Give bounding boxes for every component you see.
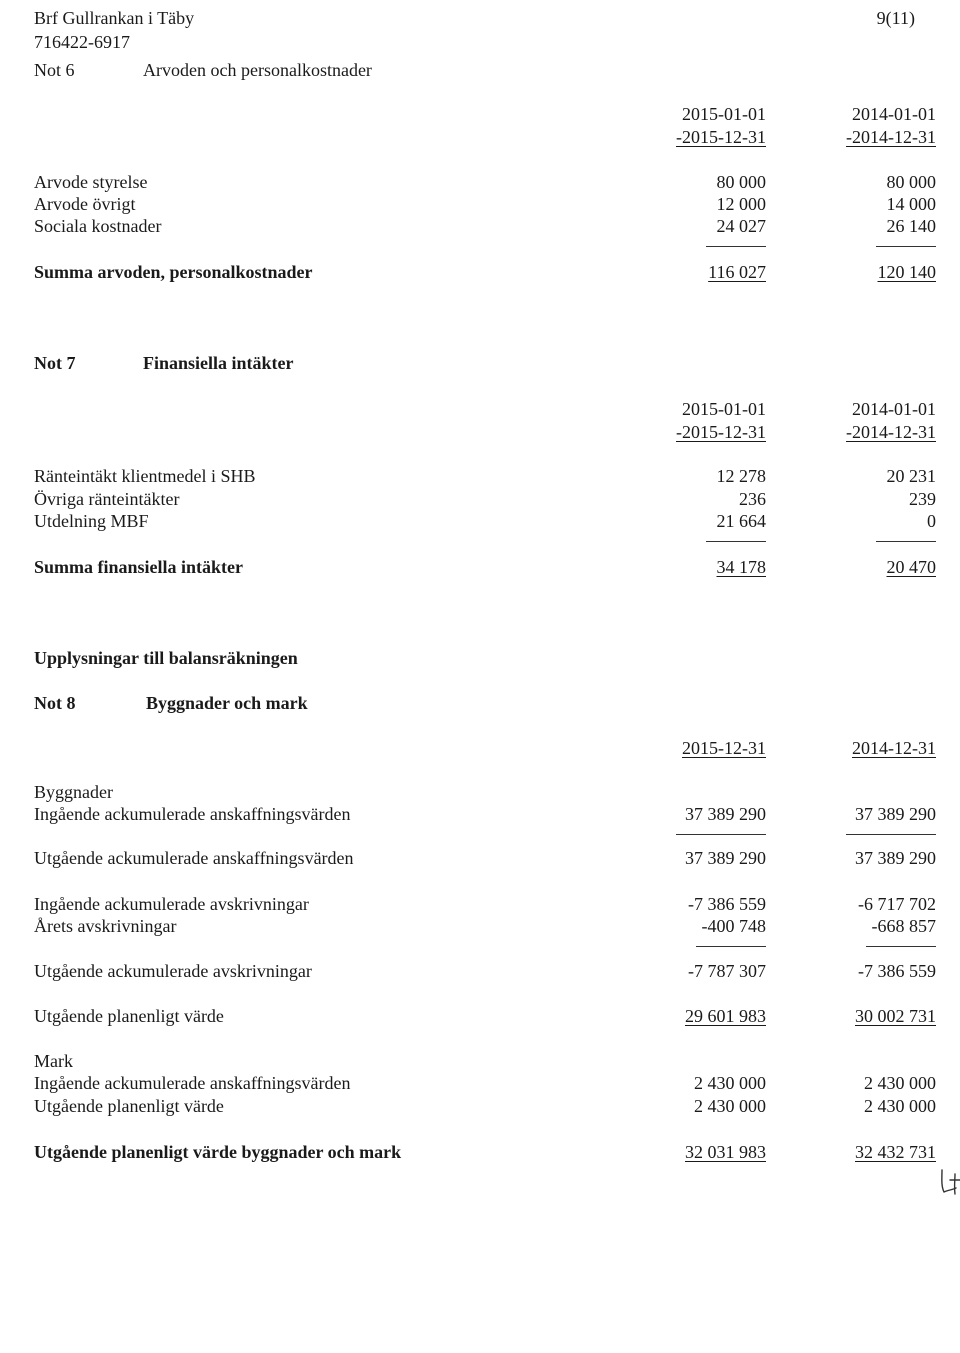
sum-rule [706,246,766,247]
note8-col2-date: 2014-12-31 [852,738,936,758]
note7-row-value-2014: 239 [909,489,936,509]
ing-ansk-2015: 37 389 290 [685,804,766,824]
utg-ansk-label: Utgående ackumulerade anskaffningsvärden [34,848,354,868]
note7-col2-period-end: -2014-12-31 [846,422,936,442]
note6-col1-period-end: -2015-12-31 [676,127,766,147]
note8-col1-date: 2015-12-31 [682,738,766,758]
arets-avskr-label: Årets avskrivningar [34,916,177,936]
note6-row-value-2015: 80 000 [716,172,766,192]
note7-row-value-2015: 12 278 [716,466,766,486]
note6-row-label: Arvode övrigt [34,194,136,214]
note8-label: Not 8 [34,693,76,713]
org-number: 716422-6917 [34,32,130,52]
utg-plan-label: Utgående planenligt värde [34,1006,224,1026]
mark-ing-ansk-label: Ingående ackumulerade anskaffningsvärden [34,1073,351,1093]
mark-utg-plan-2015: 2 430 000 [694,1096,766,1116]
note7-col1-period-end: -2015-12-31 [676,422,766,442]
sum-rule [696,946,766,947]
note6-total-2014: 120 140 [877,262,936,282]
utg-avskr-2014: -7 386 559 [858,961,936,981]
sum-rule [876,246,936,247]
note6-label: Not 6 [34,60,75,80]
note6-row-value-2014: 14 000 [886,194,936,214]
utg-avskr-2015: -7 787 307 [688,961,766,981]
note7-row-value-2014: 0 [927,511,936,531]
note6-col1-period-start: 2015-01-01 [682,104,766,124]
note7-row-value-2014: 20 231 [886,466,936,486]
sum-rule [876,541,936,542]
note7-total-label: Summa finansiella intäkter [34,557,244,577]
note8-total-2015: 32 031 983 [685,1142,766,1162]
utg-avskr-label: Utgående ackumulerade avskrivningar [34,961,312,981]
note8-total-label: Utgående planenligt värde byggnader och mark [34,1142,402,1162]
page-number: 9(11) [876,8,915,28]
note6-row-value-2014: 80 000 [886,172,936,192]
note7-row-label: Ränteintäkt klientmedel i SHB [34,466,256,486]
utg-ansk-2014: 37 389 290 [855,848,936,868]
ing-ansk-2014: 37 389 290 [855,804,936,824]
note8-title: Byggnader och mark [146,693,308,713]
sum-rule [676,834,766,835]
note7-row-label: Utdelning MBF [34,511,149,531]
note6-row-label: Sociala kostnader [34,216,162,236]
utg-plan-2015: 29 601 983 [685,1006,766,1026]
note8-total-2014: 32 432 731 [855,1142,936,1162]
note6-row-value-2014: 26 140 [886,216,936,236]
note7-total-2014: 20 470 [886,557,936,577]
mark-heading: Mark [34,1051,73,1071]
note7-col2-period-start: 2014-01-01 [852,399,936,419]
note6-total-label: Summa arvoden, personalkostnader [34,262,313,282]
note6-row-value-2015: 24 027 [716,216,766,236]
mark-utg-plan-2014: 2 430 000 [864,1096,936,1116]
utg-ansk-2015: 37 389 290 [685,848,766,868]
sum-rule [706,541,766,542]
sum-rule [846,834,936,835]
note7-row-value-2015: 21 664 [716,511,766,531]
arets-avskr-2014: -668 857 [871,916,936,936]
byggnader-heading: Byggnader [34,782,113,802]
note7-label: Not 7 [34,353,76,373]
utg-plan-2014: 30 002 731 [855,1006,936,1026]
ing-avskr-label: Ingående ackumulerade avskrivningar [34,894,309,914]
ing-avskr-2014: -6 717 702 [858,894,936,914]
mark-ing-ansk-2015: 2 430 000 [694,1073,766,1093]
note7-row-value-2015: 236 [739,489,766,509]
note7-total-2015: 34 178 [716,557,766,577]
note6-total-2015: 116 027 [708,262,766,282]
arets-avskr-2015: -400 748 [701,916,766,936]
note7-title: Finansiella intäkter [143,353,294,373]
note7-col1-period-start: 2015-01-01 [682,399,766,419]
note7-row-label: Övriga ränteintäkter [34,489,180,509]
section-heading: Upplysningar till balansräkningen [34,648,298,668]
ing-avskr-2015: -7 386 559 [688,894,766,914]
org-name: Brf Gullrankan i Täby [34,8,195,28]
note6-col2-period-start: 2014-01-01 [852,104,936,124]
note6-row-value-2015: 12 000 [716,194,766,214]
handwritten-initials [938,1166,960,1196]
note6-col2-period-end: -2014-12-31 [846,127,936,147]
note6-title: Arvoden och personalkostnader [143,60,372,80]
note6-row-label: Arvode styrelse [34,172,148,192]
sum-rule [866,946,936,947]
mark-utg-plan-label: Utgående planenligt värde [34,1096,224,1116]
mark-ing-ansk-2014: 2 430 000 [864,1073,936,1093]
ing-ansk-label: Ingående ackumulerade anskaffningsvärden [34,804,351,824]
